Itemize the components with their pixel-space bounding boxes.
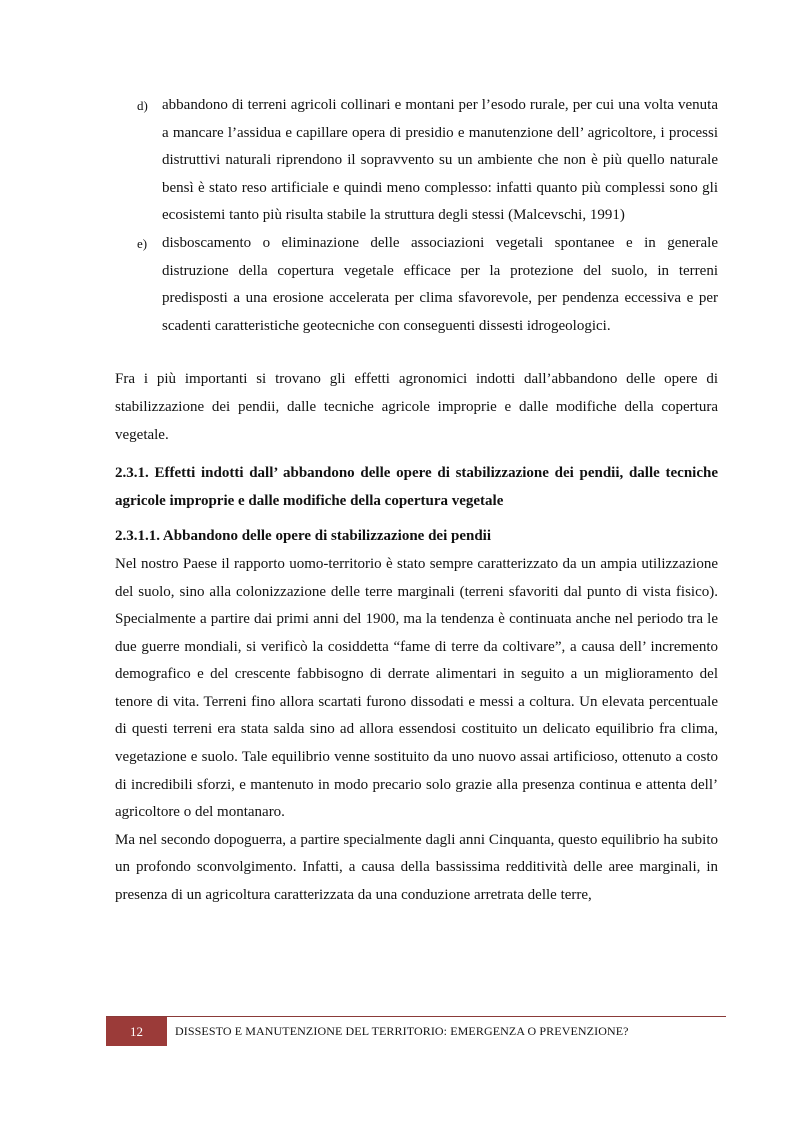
page-body (115, 92, 718, 910)
section-heading: 2.3.1. Effetti indotti dall’ abbandono delle opere di stabilizzazione dei pendii, dalle tecniche agricole improprie e dalle modifiche della copertura vegetale (115, 465, 718, 509)
list-item-text: disboscamento o eliminazione delle associazioni vegetali spontanee e in generale distruzione della copertura vegetale efficace per la protezione del suolo, in terreni predisposti a una erosione accelerata per clima sfavorevole, per pendenza eccessiva e per scadenti caratteristiche geotecniche con conseguenti dissesti idrogeologici. (162, 234, 718, 334)
subsection-heading: 2.3.1.1. Abbandono delle opere di stabilizzazione dei pendii (115, 528, 492, 545)
page-number: 12 (106, 1017, 167, 1046)
page-footer (106, 1016, 726, 1046)
body-paragraph: Ma nel secondo dopoguerra, a partire specialmente dagli anni Cinquanta, questo equilibrio ha subito un profondo sconvolgimento. Infatti, a causa della bassissima redditività delle aree marginali, in presenza di un agricoltura caratterizzata da una conduzione arretrata delle terre, (115, 831, 718, 904)
list-item (115, 230, 718, 340)
body-paragraph: Nel nostro Paese il rapporto uomo-territorio è stato sempre caratterizzato da un ampia utilizzazione del suolo, sino alla colonizzazione delle terre marginali (terreni sfavoriti dal punto di vista fisico). Specialmente a partire dai primi anni del 1900, ma la tendenza è continuata anche nel periodo tra le due guerre mondiali, si verificò la cosiddetta “fame di terre da coltivare”, a causa dell’ incremento demografico e del crescente fabbisogno di derrate alimentari in seguito a un miglioramento del tenore di vita. Terreni fino allora scartati furono dissodati e messi a coltura. Un elevata percentuale di questi terreni era stata salda sino ad allora essendosi costituito un delicato equilibrio fra clima, vegetazione e suolo. Tale equilibrio venne sostituito da uno nuovo assai artificioso, ottenuto a costo di incredibili sforzi, e mantenuto in modo precario solo grazie alla presenza continua e attenta dell’ agricoltore o del montanaro. (115, 555, 718, 821)
bullet-list (115, 92, 718, 340)
intro-paragraph: Fra i più importanti si trovano gli effetti agronomici indotti dall’abbandono delle opere di stabilizzazione dei pendii, dalle tecniche agricole improprie e dalle modifiche della copertura vegetale. (115, 371, 718, 443)
list-item-text: abbandono di terreni agricoli collinari e montani per l’esodo rurale, per cui una volta venuta a mancare l’assidua e capillare opera di presidio e manutenzione dell’ agricoltore, i processi distruttivi naturali riprendono il sopravvento su un ambiente che non è più quello naturale bensì è stato reso artificiale e quindi meno complesso: infatti quanto più complessi sono gli ecosistemi tanto più risulta stabile la struttura degli stessi (Malcevschi, 1991) (162, 97, 718, 224)
list-item (115, 92, 718, 230)
list-marker: e) (137, 235, 148, 251)
running-title: DISSESTO E MANUTENZIONE DEL TERRITORIO: EMERGENZA O PREVENZIONE? (175, 1024, 629, 1038)
list-marker: d) (137, 98, 148, 113)
